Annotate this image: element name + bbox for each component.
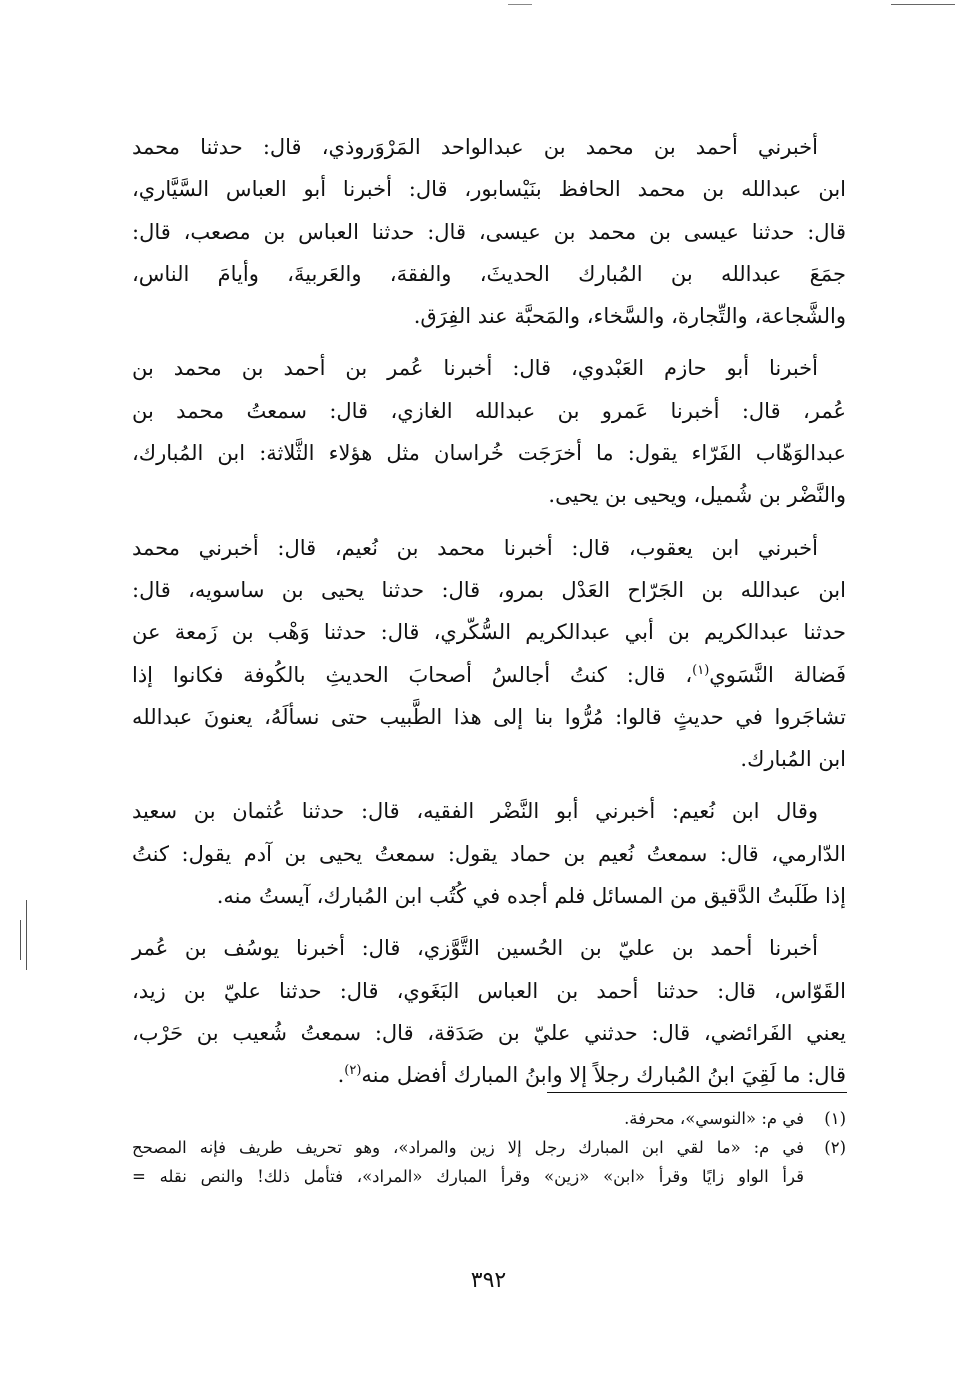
footnote-text: قرأ الواو زايًا وقرأ «ابن» «زين» وقرأ المبارك «المراد»، فتأمل ذلك! والنص نقله =: [132, 1167, 804, 1186]
text-segment: قال: ما لَقِيَ ابنُ المُبارك رجلاً إلا وابنُ المبارك أفضل منه: [361, 1063, 846, 1088]
main-text: [132, 126, 846, 1107]
footnote-2-continued: [132, 1162, 846, 1191]
footnote-separator: [547, 1092, 847, 1093]
text-line: عبدالوَهّاب الفَرّاء يقول: ما أخرَجَت خُراسان مثل هؤلاء الثَّلاثة: ابن المُبارك،: [132, 441, 846, 466]
footnote-number: (١): [824, 1109, 846, 1128]
scan-margin-marks: [20, 900, 28, 990]
top-edge-rule: [891, 4, 955, 5]
text-segment: ، قال: كنتُ أجالسُ أصحابَ الحديثِ بالكُوفة فكانوا إذا: [132, 662, 693, 687]
text-line: وقال ابن نُعيم: أخبرني أبو النَّضْر الفقيه، قال: حدثنا عُثمان بن سعيد: [132, 799, 818, 824]
text-line: تشاجَروا في حديثٍ قالوا: مُرُّوا بنا إلى هذا الطَّبيب حتى نسألَهُ، يعنونَ عبدالله: [132, 704, 846, 729]
footnote-reference-1[interactable]: (١): [692, 662, 710, 678]
page-number: ٣٩٢: [470, 1268, 507, 1293]
text-line: والنَّضْر بن شُميل، ويحيى بن يحيى.: [548, 483, 846, 508]
text-line: أخبرنا أبو حازم العَبْدوي، قال: أخبرنا عُمر بن أحمد بن محمد بن: [132, 356, 818, 381]
text-line: ابن عبدالله بن الجَرّاح العَدْل بمرو، قال: حدثنا يحيى بن ساسويه، قال:: [132, 577, 846, 602]
footnote-2: [132, 1133, 846, 1162]
top-edge-dash: [508, 4, 532, 5]
footnote-text: في م: «ما لقي ابن المبارك رجل إلا زين والمراد»، وهو تحريف طريف فإنه المصحح: [132, 1138, 804, 1157]
text-line: القَوّاس، قال: حدثنا أحمد بن العباس البَغَوي، قال: حدثنا عليّ بن زيد،: [132, 978, 846, 1003]
paragraph-1: [132, 126, 846, 337]
text-line: ابن عبدالله بن محمد الحافظ بنَيْسابور، قال: أخبرنا أبو العباس السَّيَّاري،: [132, 177, 846, 202]
text-segment: فَضالة النَّسَوي: [709, 662, 846, 687]
text-line-with-footnote: [132, 1054, 846, 1096]
footnote-1: [132, 1104, 846, 1133]
text-line: عُمر، قال: أخبرنا عَمرو بن عبدالله الغازي، قال: سمعتُ محمد بن: [132, 398, 846, 423]
text-line: الدّارمي، قال: سمعتُ نُعيم بن حماد يقول: سمعتُ يحيى بن آدم يقول: كنتُ: [132, 841, 846, 866]
text-line: أخبرني ابن يعقوب، قال: أخبرنا محمد بن نُعيم، قال: أخبرني محمد: [132, 535, 818, 560]
text-line: إذا طَلَبتُ الدَّقيق من المسائل فلم أجده في كُتُب ابن المُبارك، آيستُ منه.: [216, 884, 846, 909]
footnote-reference-2[interactable]: (٢): [344, 1063, 362, 1079]
text-line: قال: حدثنا عيسى بن محمد بن عيسى، قال: حدثنا العباس بن مصعب، قال:: [132, 219, 846, 244]
text-line: جمَعَ عبدالله بن المُبارك الحديثَ، والفقهَ، والعَربيةَ، وأيامَ الناس،: [132, 261, 846, 286]
paragraph-5: [132, 927, 846, 1096]
text-line: ابن المُبارك.: [740, 747, 846, 772]
footnote-number: (٢): [824, 1138, 846, 1157]
footnotes: [132, 1104, 846, 1191]
text-line: والشَّجاعة، والتِّجارة، والسَّخاء، والمَحبَّة عند الفِرَق.: [413, 304, 846, 329]
text-line: أخبرني أحمد بن محمد بن عبدالواحد المَرْوَروذي، قال: حدثنا محمد: [132, 135, 818, 159]
paragraph-3: [132, 527, 846, 781]
paragraph-2: [132, 347, 846, 516]
text-line: حدثنا عبدالكريم بن أبي عبدالكريم السُّكّري، قال: حدثنا وَهْب بن زَمعة عن: [132, 620, 846, 645]
text-line-with-footnote: [132, 654, 846, 696]
paragraph-4: [132, 790, 846, 917]
text-line: أخبرنا أحمد بن عليّ بن الحُسين التَّوَّزي، قال: أخبرنا يوسُف بن عُمر: [132, 936, 818, 961]
text-line: يعني الفَرائضي، قال: حدثني عليّ بن صَدَقة، قال: سمعتُ شُعيب بن حَرْب،: [132, 1020, 846, 1045]
footnote-text: في م: «النوسي»، محرفة.: [624, 1109, 804, 1128]
text-segment: .: [337, 1063, 345, 1088]
